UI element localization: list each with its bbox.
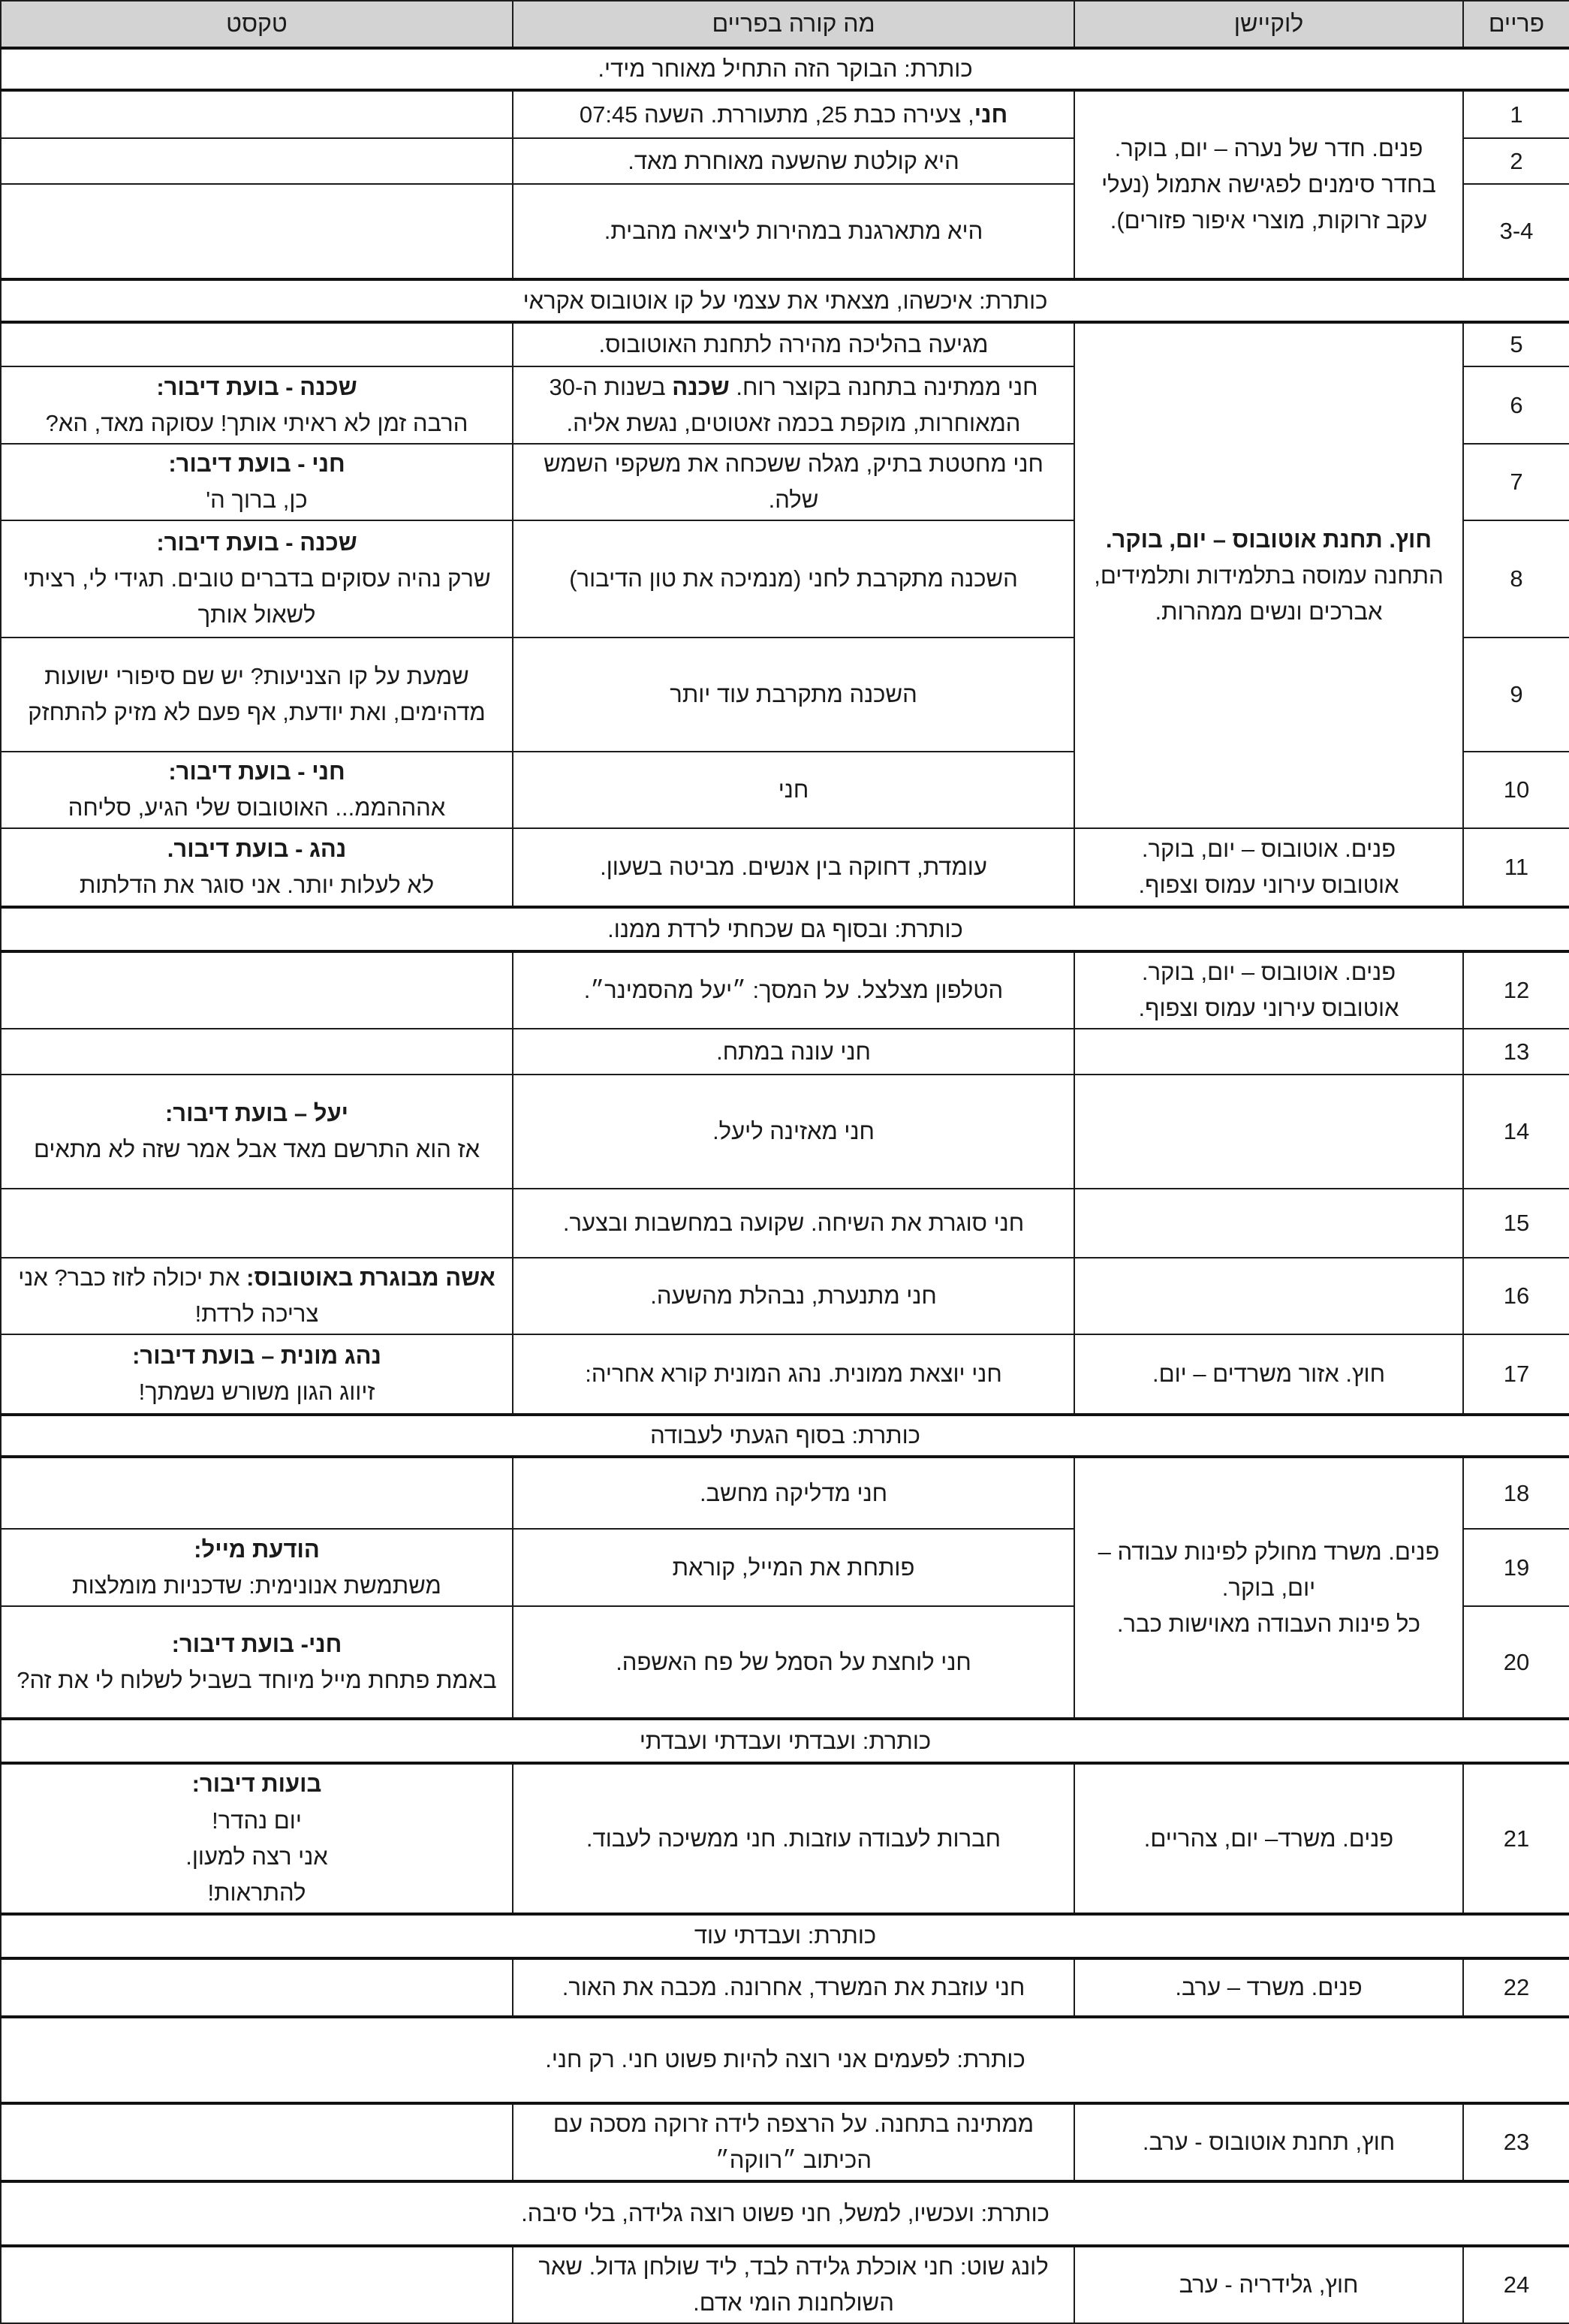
dialogue-text: באמת פתחת מייל מיוחד בשביל לשלוח לי את זה?: [17, 1666, 497, 1693]
table-row: [1, 1763, 1569, 1913]
table-row: [1, 1258, 1569, 1334]
text-cell: [1, 444, 513, 520]
location-main: פנים. משרד מחולק לפינות עבודה – יום, בוקר.: [1098, 1538, 1440, 1601]
text-cell: [1, 828, 513, 907]
frame-number: 17: [1463, 1334, 1569, 1415]
speaker-label: חני - בועת דיבור:: [168, 451, 345, 478]
text-cell: [1, 2103, 513, 2181]
frame-number: 1: [1463, 90, 1569, 138]
scene-title: כותרת: ועבדתי עוד: [1, 1914, 1569, 1958]
text-cell: [1, 184, 513, 279]
frame-number: 10: [1463, 752, 1569, 828]
frame-number: 7: [1463, 444, 1569, 520]
text-cell: [1, 752, 513, 828]
dialogue-text: לא לעלות יותר. אני סוגר את הדלתות: [79, 872, 435, 899]
location-sub: התחנה עמוסה בתלמידות ותלמידים, אברכים ונשים ממהרות.: [1094, 562, 1444, 625]
location-sub: אוטובוס עירוני עמוס וצפוף.: [1138, 872, 1399, 899]
action-cell: היא מתארגנת במהירות ליציאה מהבית.: [513, 184, 1074, 279]
location-cell: חוץ, גלידריה - ערב: [1074, 2246, 1463, 2323]
frame-number: 19: [1463, 1529, 1569, 1606]
action-cell: חני: [513, 752, 1074, 828]
table-row: [1, 2246, 1569, 2323]
action-cell: חני סוגרת את השיחה. שקועה במחשבות ובצער.: [513, 1189, 1074, 1258]
dialogue-text: שרק נהיה עסוקים בדברים טובים. תגידי לי, רציתי לשאול אותך: [23, 565, 491, 628]
action-cell: חני מתנערת, נבהלת מהשעה.: [513, 1258, 1074, 1334]
header-location: לוקיישן: [1074, 1, 1463, 48]
text-cell: [1, 520, 513, 638]
frame-number: 21: [1463, 1763, 1569, 1913]
text-cell: [1, 1958, 513, 2017]
frame-number: 15: [1463, 1189, 1569, 1258]
speaker-label: הודעת מייל:: [194, 1536, 320, 1563]
location-main: פנים. חדר של נערה – יום, בוקר.: [1114, 134, 1423, 161]
action-cell: [513, 90, 1074, 138]
table-row: [1, 1457, 1569, 1529]
text-cell: [1, 1529, 513, 1606]
text-cell: שמעת על קו הצניעות? יש שם סיפורי ישועות מדהימים, ואת יודעת, אף פעם לא מזיק להתחזק: [1, 638, 513, 752]
speaker-label: שכנה - בועת דיבור:: [156, 373, 357, 400]
table-row: [1, 1075, 1569, 1189]
dialogue-line: יום נהדר!: [212, 1807, 302, 1834]
title-row: [1, 279, 1569, 322]
action-cell: ממתינה בתחנה. על הרצפה לידה זרוקה מסכה עם הכיתוב ״רווקה״: [513, 2103, 1074, 2181]
text-cell: [1, 951, 513, 1029]
speaker-label: בועות דיבור:: [191, 1771, 322, 1798]
location-sub: כל פינות העבודה מאוישות כבר.: [1116, 1610, 1421, 1637]
frame-number: 14: [1463, 1075, 1569, 1189]
text-cell: [1, 1075, 513, 1189]
text-cell: [1, 1029, 513, 1075]
location-cell: [1074, 1457, 1463, 1719]
action-cell: מגיעה בהליכה מהירה לתחנת האוטובוס.: [513, 322, 1074, 366]
header-row: [1, 1, 1569, 48]
title-row: [1, 1914, 1569, 1958]
action-cell: חני עוזבת את המשרד, אחרונה. מכבה את האור.: [513, 1958, 1074, 2017]
frame-number: 5: [1463, 322, 1569, 366]
text-cell: [1, 90, 513, 138]
title-row: [1, 1415, 1569, 1457]
text-cell: [1, 322, 513, 366]
table-row: [1, 90, 1569, 138]
frame-number: 11: [1463, 828, 1569, 907]
location-main: פנים. אוטובוס – יום, בוקר.: [1141, 836, 1396, 863]
text-cell: [1, 1457, 513, 1529]
table-row: [1, 951, 1569, 1029]
frame-number: 2: [1463, 138, 1569, 184]
location-cell: [1074, 1189, 1463, 1258]
frame-number: 23: [1463, 2103, 1569, 2181]
location-cell: [1074, 951, 1463, 1029]
location-cell: [1074, 1029, 1463, 1075]
dialogue-text: הרבה זמן לא ראיתי אותך! עסוקה מאד, הא?: [45, 409, 468, 436]
action-cell: לונג שוט: חני אוכלת גלידה לבד, ליד שולחן גדול. שאר השולחנות הומי אדם.: [513, 2246, 1074, 2323]
scene-title: כותרת: לפעמים אני רוצה להיות פשוט חני. רק חני.: [1, 2017, 1569, 2103]
speaker-label: נהג מונית – בועת דיבור:: [132, 1343, 381, 1370]
action-cell: חני מאזינה ליעל.: [513, 1075, 1074, 1189]
location-cell: [1074, 828, 1463, 907]
action-cell: חני עונה במתח.: [513, 1029, 1074, 1075]
table-row: [1, 2103, 1569, 2181]
speaker-label: אשה מבוגרת באוטובוס:: [246, 1264, 495, 1292]
dialogue-text: את יכולה לזוז כבר? אני צריכה לרדת!: [18, 1264, 319, 1328]
title-row: [1, 2181, 1569, 2246]
location-main: חוץ. תחנת אוטובוס – יום, בוקר.: [1105, 526, 1432, 553]
dialogue-text: זיווג הגון משורש נשמתך!: [138, 1379, 375, 1406]
action-cell: [513, 366, 1074, 444]
action-cell: חני מחטטת בתיק, מגלה ששכחה את משקפי השמש שלה.: [513, 444, 1074, 520]
table-row: [1, 1334, 1569, 1415]
text-cell: [1, 2246, 513, 2323]
dialogue-text: כן, ברוך ה': [206, 487, 308, 514]
action-text: , צעירה כבת 25, מתעוררת. השעה 07:45: [579, 101, 974, 128]
location-cell: פנים. משרד– יום, צהריים.: [1074, 1763, 1463, 1913]
header-text: טקסט: [1, 1, 513, 48]
dialogue-text: אז הוא התרשם מאד אבל אמר שזה לא מתאים: [33, 1136, 480, 1163]
frame-number: 16: [1463, 1258, 1569, 1334]
table-row: [1, 1189, 1569, 1258]
text-cell: [1, 138, 513, 184]
frame-number: 12: [1463, 951, 1569, 1029]
action-cell: הטלפון מצלצל. על המסך: ״יעל מהסמינר״.: [513, 951, 1074, 1029]
speaker-label: נהג - בועת דיבור.: [167, 836, 347, 863]
text-cell: [1, 366, 513, 444]
frame-number: 20: [1463, 1606, 1569, 1719]
dialogue-text: אהההממ... האוטובוס שלי הגיע, סליחה: [68, 794, 446, 821]
scene-title: כותרת: ובסוף גם שכחתי לרדת ממנו.: [1, 907, 1569, 951]
title-row: [1, 48, 1569, 90]
header-action: מה קורה בפריים: [513, 1, 1074, 48]
action-cell: עומדת, דחוקה בין אנשים. מביטה בשעון.: [513, 828, 1074, 907]
speaker-label: יעל – בועת דיבור:: [164, 1100, 349, 1127]
text-cell: [1, 1189, 513, 1258]
title-row: [1, 907, 1569, 951]
frame-number: 8: [1463, 520, 1569, 638]
location-cell: חוץ. אזור משרדים – יום.: [1074, 1334, 1463, 1415]
frame-number: 6: [1463, 366, 1569, 444]
action-text: בשנות ה-30 המאוחרות, מוקפת בכמה זאטוטים, נגשת אליה.: [549, 373, 1021, 436]
title-row: [1, 1719, 1569, 1763]
table-row: [1, 322, 1569, 366]
email-text: משתמשת אנונימית: שדכניות מומלצות: [72, 1572, 441, 1599]
speaker-label: חני- בועת דיבור:: [171, 1630, 342, 1657]
header-frame: פריים: [1463, 1, 1569, 48]
action-cell: חני יוצאת ממונית. נהג המונית קורא אחריה:: [513, 1334, 1074, 1415]
text-cell: [1, 1334, 513, 1415]
frame-number: 22: [1463, 1958, 1569, 2017]
frame-number: 13: [1463, 1029, 1569, 1075]
action-cell: היא קולטת שהשעה מאוחרת מאד.: [513, 138, 1074, 184]
location-cell: [1074, 1075, 1463, 1189]
action-bold: חני: [974, 101, 1008, 128]
action-cell: השכנה מתקרבת עוד יותר: [513, 638, 1074, 752]
location-cell: חוץ, תחנת אוטובוס - ערב.: [1074, 2103, 1463, 2181]
speaker-label: שכנה - בועת דיבור:: [156, 529, 357, 556]
table-row: [1, 1029, 1569, 1075]
location-cell: [1074, 322, 1463, 828]
frame-number: 24: [1463, 2246, 1569, 2323]
speaker-label: חני - בועת דיבור:: [168, 758, 345, 785]
table-row: [1, 828, 1569, 907]
scene-title: כותרת: איכשהו, מצאתי את עצמי על קו אוטובוס אקראי: [1, 279, 1569, 322]
action-cell: השכנה מתקרבת לחני (מנמיכה את טון הדיבור): [513, 520, 1074, 638]
text-cell: [1, 1763, 513, 1913]
frame-number: 9: [1463, 638, 1569, 752]
location-cell: פנים. משרד – ערב.: [1074, 1958, 1463, 2017]
location-sub: אוטובוס עירוני עמוס וצפוף.: [1138, 995, 1399, 1022]
dialogue-line: אני רצה למעון.: [185, 1843, 328, 1870]
frame-number: 3-4: [1463, 184, 1569, 279]
location-main: פנים. אוטובוס – יום, בוקר.: [1141, 959, 1396, 986]
location-sub: בחדר סימנים לפגישה אתמול (נעלי עקב זרוקות, מוצרי איפור פזורים).: [1101, 171, 1436, 234]
frame-number: 18: [1463, 1457, 1569, 1529]
dialogue-line: להתראות!: [207, 1879, 306, 1906]
action-cell: חברות לעבודה עוזבות. חני ממשיכה לעבוד.: [513, 1763, 1074, 1913]
action-text: חני ממתינה בתחנה בקוצר רוח.: [729, 373, 1038, 400]
action-cell: חני לוחצת על הסמל של פח האשפה.: [513, 1606, 1074, 1719]
title-row: [1, 2017, 1569, 2103]
action-bold: שכנה: [672, 373, 730, 400]
scene-title: כותרת: ועבדתי ועבדתי ועבדתי: [1, 1719, 1569, 1763]
location-cell: [1074, 1258, 1463, 1334]
scene-title: כותרת: בסוף הגעתי לעבודה: [1, 1415, 1569, 1457]
scene-title: כותרת: ועכשיו, למשל, חני פשוט רוצה גלידה, בלי סיבה.: [1, 2181, 1569, 2246]
text-cell: [1, 1258, 513, 1334]
action-cell: פותחת את המייל, קוראת: [513, 1529, 1074, 1606]
text-cell: [1, 1606, 513, 1719]
scene-title: כותרת: הבוקר הזה התחיל מאוחר מידי.: [1, 48, 1569, 90]
table-row: [1, 1958, 1569, 2017]
location-cell: [1074, 90, 1463, 279]
action-cell: חני מדליקה מחשב.: [513, 1457, 1074, 1529]
